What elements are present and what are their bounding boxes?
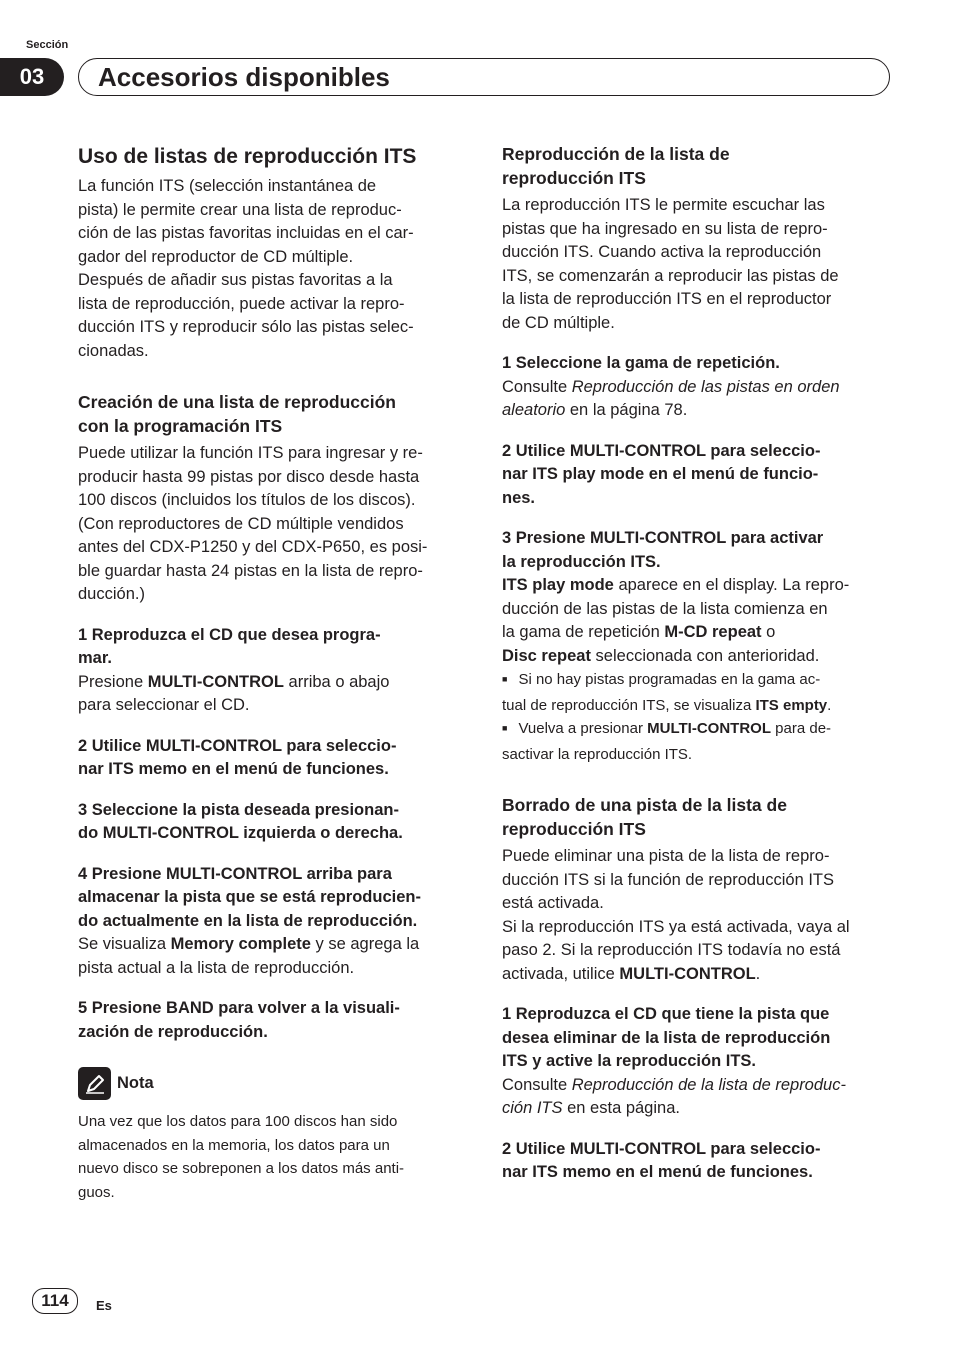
step-title-line: do actualmente en la lista de reproducción. bbox=[78, 911, 418, 930]
text-line: ducción ITS. Cuando activa la reproducción bbox=[502, 243, 822, 261]
heading-line: reproducción ITS bbox=[502, 168, 646, 188]
text-line: paso 2. Si la reproducción ITS todavía no está bbox=[502, 941, 841, 959]
text-run-bold: MULTI-CONTROL bbox=[619, 964, 756, 983]
step-2 bbox=[78, 735, 468, 782]
text-run: Vuelva a presionar bbox=[518, 720, 648, 737]
text-line: lista de reproducción, puede activar la repro- bbox=[78, 294, 405, 313]
text-run: aparece en el display. La repro- bbox=[613, 576, 850, 594]
text-run: arriba o abajo bbox=[283, 672, 390, 691]
text-run: Presione bbox=[78, 672, 148, 691]
language-label: Es bbox=[96, 1298, 112, 1313]
text-run: la gama de repetición bbox=[502, 623, 665, 641]
text-run-italic: aleatorio bbox=[502, 401, 566, 419]
text-line: (Con reproductores de CD múltiple vendidos bbox=[78, 514, 404, 533]
step-title-line: 2 Utilice MULTI-CONTROL para seleccio- bbox=[78, 736, 397, 755]
step-title-line: almacenar la pista que se está reproducien- bbox=[78, 888, 421, 906]
step-title-line: nar ITS memo en el menú de funciones. bbox=[78, 760, 389, 778]
text-line: de CD múltiple. bbox=[502, 313, 615, 332]
text-run-bold: ITS play mode bbox=[502, 576, 614, 594]
step-body bbox=[78, 933, 468, 957]
text-line: la lista de reproducción ITS en el reproductor bbox=[502, 290, 832, 308]
text-line: ITS, se comenzarán a reproducir las pistas de bbox=[502, 266, 839, 285]
text-run: en esta página. bbox=[562, 1099, 680, 1117]
heading-line: con la programación ITS bbox=[78, 416, 283, 436]
text-line: guos. bbox=[78, 1183, 115, 1201]
text-line: Puede utilizar la función ITS para ingresar y re- bbox=[78, 444, 423, 462]
text-run-italic: ción ITS bbox=[502, 1099, 563, 1117]
step-5 bbox=[78, 997, 468, 1044]
step-title-line: 1 Reproduzca el CD que desea progra- bbox=[78, 625, 381, 644]
text-line: producir hasta 99 pistas por disco desde hasta bbox=[78, 467, 420, 486]
heading-line: reproducción ITS bbox=[502, 819, 646, 839]
step-1 bbox=[78, 624, 468, 718]
paragraph-creacion bbox=[78, 442, 468, 607]
step-body bbox=[502, 1097, 892, 1121]
step-title-line: 5 Presione BAND para volver a la visuali- bbox=[78, 999, 400, 1017]
text-run-bold: Disc repeat bbox=[502, 646, 591, 665]
text-run: o bbox=[761, 623, 776, 641]
step-title-line: 2 Utilice MULTI-CONTROL para seleccio- bbox=[502, 1139, 821, 1158]
section-label: Sección bbox=[26, 39, 69, 51]
heading-borrado bbox=[502, 793, 892, 841]
r-step-3 bbox=[502, 527, 892, 766]
text-line: Puede eliminar una pista de la lista de repro- bbox=[502, 847, 830, 865]
text-run-bold: ITS empty bbox=[755, 696, 828, 714]
step-title-line: 2 Utilice MULTI-CONTROL para seleccio- bbox=[502, 441, 821, 460]
text-run: . bbox=[827, 696, 832, 714]
step-title-line: nar ITS memo en el menú de funciones. bbox=[502, 1163, 813, 1181]
text-line: ción de las pistas favoritas incluidas en el car- bbox=[78, 224, 414, 242]
b-step-2 bbox=[502, 1138, 892, 1185]
text-line: Una vez que los datos para 100 discos han sido bbox=[78, 1113, 398, 1130]
text-run: Si no hay pistas programadas en la gama ac- bbox=[518, 671, 821, 688]
paragraph-reproduccion bbox=[502, 194, 892, 335]
step-body: ducción de las pistas de la lista comienza en bbox=[502, 599, 828, 618]
step-title-line: desea eliminar de la lista de reproducción bbox=[502, 1028, 831, 1047]
text-line: pistas que ha ingresado en su lista de repro- bbox=[502, 219, 828, 238]
text-run-italic: Reproducción de las pistas en orden bbox=[571, 377, 840, 396]
step-body bbox=[502, 574, 892, 598]
text-line: está activada. bbox=[502, 894, 604, 912]
step-body bbox=[502, 1074, 892, 1098]
heading-line: Reproducción de la lista de bbox=[502, 144, 730, 164]
heading-line: Creación de una lista de reproducción bbox=[78, 392, 396, 412]
text-line: Si la reproducción ITS ya está activada, vaya al bbox=[502, 917, 850, 936]
step-title-line: zación de reproducción. bbox=[78, 1022, 268, 1041]
note-label: Nota bbox=[117, 1074, 154, 1092]
text-line: La función ITS (selección instantánea de bbox=[78, 177, 377, 195]
text-line: cionadas. bbox=[78, 341, 149, 360]
text-line: nuevo disco se sobreponen a los datos más anti- bbox=[78, 1160, 405, 1177]
left-column bbox=[78, 142, 468, 1204]
heading-reproduccion bbox=[502, 142, 892, 190]
step-title-line: do MULTI-CONTROL izquierda o derecha. bbox=[78, 824, 403, 842]
text-line: ducción ITS si la función de reproducción ITS bbox=[502, 870, 835, 889]
text-line: antes del CDX-P1250 y del CDX-P650, es posi- bbox=[78, 538, 428, 556]
step-title-line: la reproducción ITS. bbox=[502, 552, 661, 571]
text-line: ble guardar hasta 24 pistas en la lista de repro- bbox=[78, 561, 423, 580]
step-title-line: 3 Seleccione la pista deseada presionan- bbox=[78, 800, 399, 819]
text-run: Se visualiza bbox=[78, 935, 171, 953]
step-title-line: nar ITS play mode en el menú de funcio- bbox=[502, 465, 819, 483]
note-text bbox=[78, 1110, 468, 1204]
step-title-line: 1 Reproduzca el CD que tiene la pista que bbox=[502, 1005, 830, 1023]
text-line: ducción.) bbox=[78, 585, 145, 603]
text-line: Después de añadir sus pistas favoritas a la bbox=[78, 271, 393, 289]
text-run: Consulte bbox=[502, 377, 572, 396]
text-run: seleccionada con anterioridad. bbox=[590, 646, 820, 665]
text-line: almacenados en la memoria, los datos para un bbox=[78, 1136, 390, 1154]
bullet-continuation bbox=[502, 694, 892, 718]
text-run: Consulte bbox=[502, 1075, 572, 1094]
heading-uso-listas: Uso de listas de reproducción ITS bbox=[78, 145, 417, 168]
text-line bbox=[502, 963, 892, 987]
step-body bbox=[502, 399, 892, 423]
heading-creacion bbox=[78, 390, 468, 438]
text-run: para de- bbox=[771, 720, 832, 737]
text-run: . bbox=[755, 964, 761, 983]
step-4 bbox=[78, 863, 468, 981]
text-run-bold: MULTI-CONTROL bbox=[147, 672, 284, 691]
step-title-line: nes. bbox=[502, 488, 536, 507]
right-column bbox=[502, 142, 892, 1185]
pencil-note-icon bbox=[78, 1067, 111, 1100]
step-title-line: 1 Seleccione la gama de repetición. bbox=[502, 354, 780, 372]
text-line: pista) le permite crear una lista de reproduc- bbox=[78, 200, 402, 219]
text-line: 100 discos (incluidos los títulos de los discos). bbox=[78, 491, 416, 509]
bullet-item bbox=[502, 717, 892, 743]
note-header bbox=[78, 1067, 468, 1100]
text-run-bold: Memory complete bbox=[170, 935, 311, 953]
text-run-bold: MULTI-CONTROL bbox=[647, 720, 771, 737]
step-body bbox=[502, 376, 892, 400]
step-title-line: 4 Presione MULTI-CONTROL arriba para bbox=[78, 864, 392, 883]
step-title-line: 3 Presione MULTI-CONTROL para activar bbox=[502, 529, 824, 547]
step-body: para seleccionar el CD. bbox=[78, 696, 250, 714]
step-body bbox=[502, 645, 892, 669]
paragraph-uso bbox=[78, 175, 468, 363]
step-3 bbox=[78, 799, 468, 846]
paragraph-borrado bbox=[502, 845, 892, 986]
text-run: tual de reproducción ITS, se visualiza bbox=[502, 696, 756, 714]
r-step-1 bbox=[502, 352, 892, 423]
step-body: pista actual a la lista de reproducción. bbox=[78, 958, 355, 977]
r-step-2 bbox=[502, 440, 892, 511]
text-run: activada, utilice bbox=[502, 964, 620, 983]
step-body bbox=[78, 671, 468, 695]
text-line: gador del reproductor de CD múltiple. bbox=[78, 247, 354, 266]
step-body bbox=[502, 621, 892, 645]
text-run-italic: Reproducción de la lista de reproduc- bbox=[571, 1075, 846, 1094]
heading-line: Borrado de una pista de la lista de bbox=[502, 795, 787, 815]
text-run: y se agrega la bbox=[310, 935, 420, 953]
text-run-bold: M-CD repeat bbox=[664, 623, 762, 641]
section-title: Accesorios disponibles bbox=[98, 62, 390, 92]
b-step-1 bbox=[502, 1003, 892, 1121]
step-title-line: mar. bbox=[78, 649, 112, 667]
section-number-badge: 03 bbox=[0, 58, 64, 96]
text-line: ducción ITS y reproducir sólo las pistas selec- bbox=[78, 318, 414, 336]
bullet-continuation: sactivar la reproducción ITS. bbox=[502, 745, 693, 763]
page-number: 114 bbox=[32, 1288, 78, 1314]
step-title-line: ITS y active la reproducción ITS. bbox=[502, 1052, 756, 1070]
text-line: La reproducción ITS le permite escuchar las bbox=[502, 196, 825, 214]
bullet-item bbox=[502, 668, 892, 694]
text-run: en la página 78. bbox=[565, 401, 688, 419]
